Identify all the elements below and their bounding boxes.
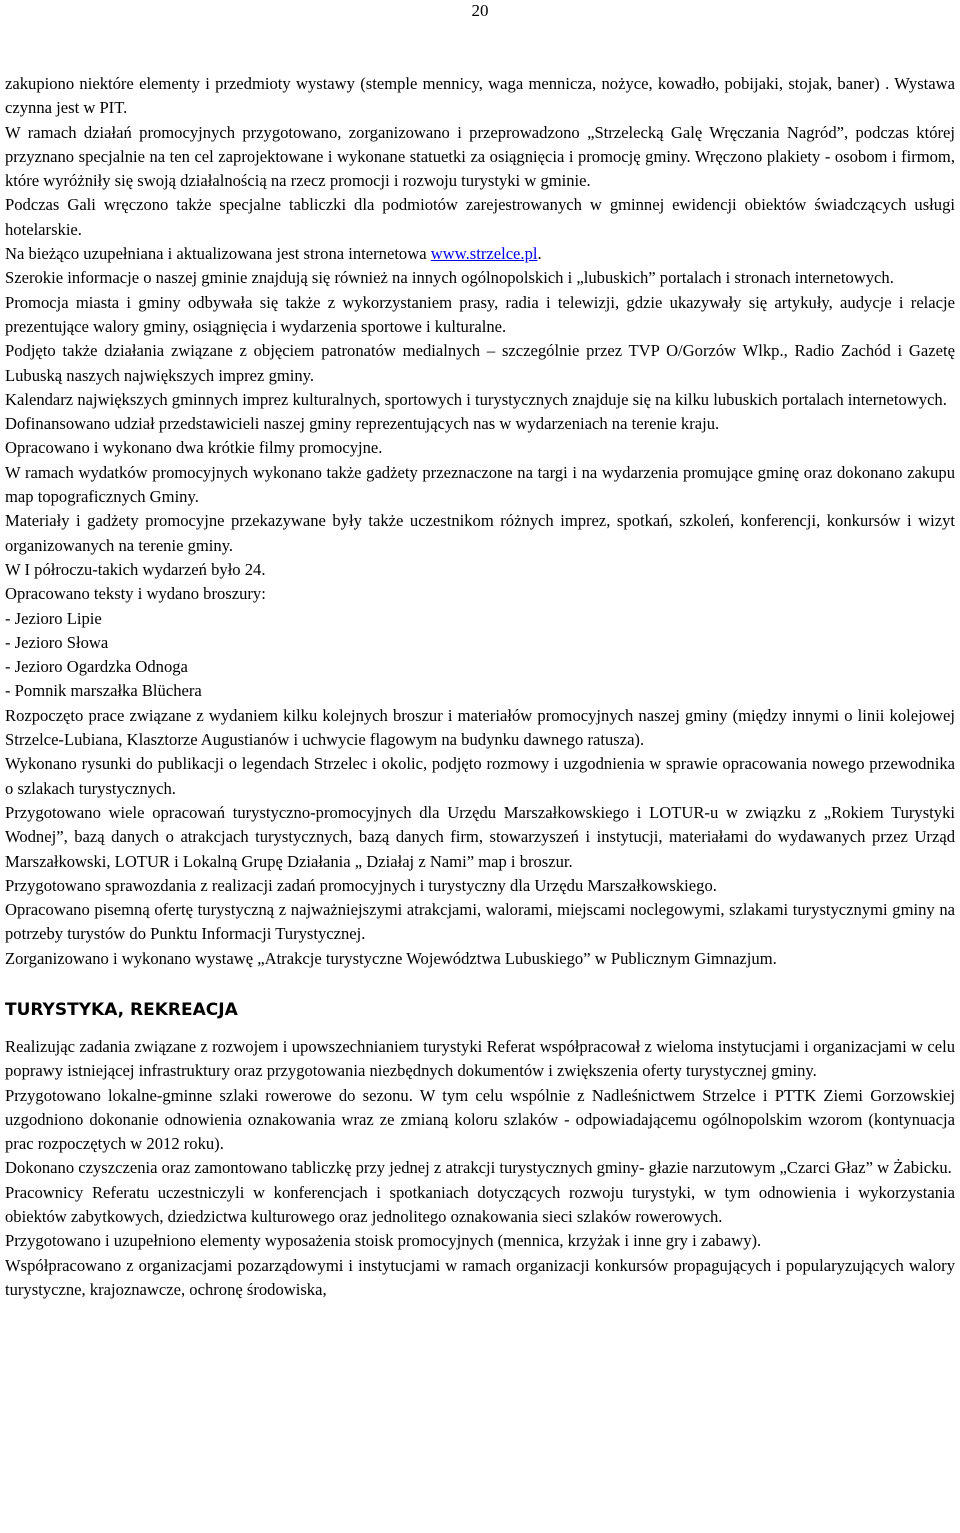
website-paragraph <box>5 242 955 266</box>
paragraph: Pracownicy Referatu uczestniczyli w konferencjach i spotkaniach dotyczących rozwoju turystyki, w tym odnowienia i wykorzystania obiektów zabytkowych, dziedzictwa kulturowego oraz jednolitego oznakowania sieci szlaków rowerowych. <box>5 1182 955 1227</box>
section-tourism <box>5 1035 955 1302</box>
paragraph: W ramach wydatków promocyjnych wykonano także gadżety przeznaczone na targi i na wydarzenia promujące gminę oraz dokonano zakupu map topograficznych Gminy. <box>5 462 955 507</box>
paragraph: zakupiono niektóre elementy i przedmioty wystawy (stemple mennicy, waga mennicza, nożyce, kowadło, pobijaki, stojak, baner) . Wystawa czynna jest w PIT. <box>5 74 955 118</box>
paragraph: Przygotowano lokalne-gminne szlaki rowerowe do sezonu. W tym celu wspólnie z Nadleśnictwem Strzelce i PTTK Ziemi Gorzowskiej uzgodniono dokonanie odnowienia oznakowania wraz ze zmianą koloru szlaków - odpowiadającemu ogólnopolskim wzorom (kontynuacja prac rozpoczętych w 2012 roku). <box>5 1085 955 1154</box>
section-heading: TURYSTYKA, REKREACJA <box>5 999 238 1020</box>
paragraph: Dokonano czyszczenia oraz zamontowano tabliczkę przy jednej z atrakcji turystycznych gminy- głazie narzutowym „Czarci Głaz” w Żabicku. <box>5 1158 952 1178</box>
paragraph: Opracowano teksty i wydano broszury: <box>5 584 266 604</box>
website-text: Na bieżąco uzupełniana i aktualizowana jest strona internetowa <box>5 244 431 264</box>
paragraph: Opracowano i wykonano dwa krótkie filmy promocyjne. <box>5 438 383 458</box>
paragraph: Zorganizowano i wykonano wystawę „Atrakcje turystyczne Województwa Lubuskiego” w Publicznym Gimnazjum. <box>5 948 777 968</box>
website-link[interactable]: www.strzelce.pl <box>430 244 538 264</box>
paragraph: W I półroczu-takich wydarzeń było 24. <box>5 559 266 579</box>
paragraph: - Jezioro Słowa <box>5 632 109 652</box>
paragraph: Wykonano rysunki do publikacji o legendach Strzelec i okolic, podjęto rozmowy i uzgodnienia w sprawie opracowania nowego przewodnika o szlakach turystycznych. <box>5 754 955 798</box>
paragraph: - Jezioro Lipie <box>5 608 102 628</box>
page-number: 20 <box>471 1 489 20</box>
paragraph: Promocja miasta i gminy odbywała się także z wykorzystaniem prasy, radia i telewizji, gdzie ukazywały się artykuły, audycje i relacje prezentujące walory gminy, osiągnięcia i wydarzenia sportowe i kulturalne. <box>5 292 955 336</box>
paragraph: - Pomnik marszałka Blüchera <box>5 681 202 701</box>
document-body <box>5 72 955 1302</box>
paragraph: W ramach działań promocyjnych przygotowano, zorganizowano i przeprowadzono „Strzelecką Galę Wręczania Nagród”, podczas której przyznano specjalnie na ten cel zaprojektowane i wykonane statuetki za osiągnięcia i promocję gminy. Wręczono plakiety - osobom i firmom, które wyróżniły się swoją działalnością na rzecz promocji i rozwoju turystyki w gminie. <box>5 122 955 191</box>
paragraph: Przygotowano i uzupełniono elementy wyposażenia stoisk promocyjnych (mennica, krzyżak i inne gry i zabawy). <box>5 1231 762 1251</box>
website-after: . <box>537 244 542 264</box>
paragraph: Podczas Gali wręczono także specjalne tabliczki dla podmiotów zarejestrowanych w gminnej ewidencji obiektów świadczących usługi hotelarskie. <box>5 195 955 239</box>
paragraph: Przygotowano wiele opracowań turystyczno-promocyjnych dla Urzędu Marszałkowskiego i LOTUR-u w związku z „Rokiem Turystyki Wodnej”, bazą danych o atrakcjach turystycznych, bazą danych firm, stowarzyszeń i instytucji, materiałami do wydawanych przez Urząd Marszałkowski, LOTUR i Lokalną Grupę Działania „ Działaj z Nami” map i broszur. <box>5 802 955 871</box>
paragraph: Opracowano pisemną ofertę turystyczną z najważniejszymi atrakcjami, walorami, miejscami noclegowymi, szlakami turystycznymi gminy na potrzeby turystów do Punktu Informacji Turystycznej. <box>5 900 955 944</box>
paragraph: Współpracowano z organizacjami pozarządowymi i instytucjami w ramach organizacji konkursów propagujących i popularyzujących walory turystyczne, krajoznawcze, ochronę środowiska, <box>5 1255 955 1299</box>
paragraph: Kalendarz największych gminnych imprez kulturalnych, sportowych i turystycznych znajduje się na kilku lubuskich portalach internetowych. <box>5 389 947 409</box>
section-promotion-part-2 <box>5 266 955 971</box>
paragraph: - Jezioro Ogardzka Odnoga <box>5 657 188 677</box>
paragraph: Materiały i gadżety promocyjne przekazywane były także uczestnikom różnych imprez, spotkań, szkoleń, konferencji, konkursów i wizyt organizowanych na terenie gminy. <box>5 511 955 555</box>
paragraph: Podjęto także działania związane z objęciem patronatów medialnych – szczególnie przez TVP O/Gorzów Wlkp., Radio Zachód i Gazetę Lubuską naszych największych imprez gminy. <box>5 341 955 385</box>
paragraph: Realizując zadania związane z rozwojem i upowszechnianiem turystyki Referat współpracował z wieloma instytucjami i organizacjami w celu poprawy istniejącej infrastruktury oraz przygotowania niezbędnych dokumentów i zwiększenia oferty turystycznej gminy. <box>5 1036 955 1081</box>
paragraph: Dofinansowano udział przedstawicieli naszej gminy reprezentujących nas w wydarzeniach na terenie kraju. <box>5 414 720 434</box>
paragraph: Przygotowano sprawozdania z realizacji zadań promocyjnych i turystyczny dla Urzędu Marszałkowskiego. <box>5 875 717 895</box>
paragraph: Szerokie informacje o naszej gminie znajdują się również na innych ogólnopolskich i „lubuskich” portalach i stronach internetowych. <box>5 268 894 288</box>
section-promotion-part-1 <box>5 72 955 242</box>
paragraph: Rozpoczęto prace związane z wydaniem kilku kolejnych broszur i materiałów promocyjnych naszej gminy (między innymi o linii kolejowej Strzelce-Lubiana, Klasztorze Augustianów i uchwycie flagowym na budynku dawnego ratusza). <box>5 705 955 750</box>
